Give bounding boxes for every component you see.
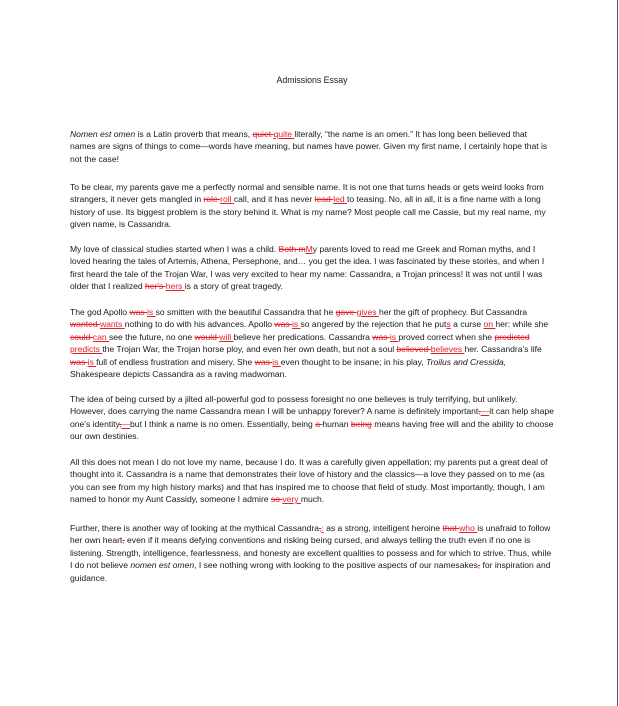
inserted-text: is [147,307,156,317]
text-run: To be clear, my parents gave me a perfectly normal and sensible name. It is not one that turns heads or gets weird looks from strangers, it never gets mangled in [70,182,544,205]
text-run: means having free will and the ability to choose our own destinies. [70,418,554,442]
inserted-text: believes [430,344,465,355]
inserted-text: is [389,331,399,342]
deleted-text: wanted [70,319,100,330]
inserted-text: very [282,494,301,505]
deleted-text: was [70,356,88,367]
text-run: literally, “the name is an omen.” It has long been believed that names are signs of things to come—words have meaning, but names have power. Given my first name, I certainly hope that is not the case! [70,129,548,164]
inserted-text: wants [99,319,125,330]
deleted-text: could [70,331,93,342]
text-run: All this does not mean I do not love my name, because I do. It was a carefully given appellation; my parents put a great deal of thought into it. Cassandra is a name that demonstrates their love of history and the classics—a love they passed on to me (as you can see from my high history marks) and that has inspired me to choose that field of study. Most importantly, though, I am named to honor my Aunt Cassidy, someone I admire [70,457,548,505]
text-run: The god Apollo [70,307,130,317]
deleted-text: , [478,406,481,417]
text-run: as a strong, intelligent heroine [323,523,443,533]
text-run: a curse [450,319,484,330]
inserted-text: : [321,523,324,533]
document-title: Admissions Essay [276,75,348,85]
deleted-text: a [315,418,323,429]
paragraph-3[interactable] [70,243,554,293]
inserted-text: will [219,331,234,342]
text-run: My love of classical studies started when I was a child. [70,244,279,254]
italic-run: Troilus and Cressida, [426,356,507,367]
paragraph-7[interactable] [70,522,554,584]
text-run: Shakespeare depicts Cassandra as a raving madwoman. [70,369,287,380]
inserted-text: — [121,418,131,429]
deleted-text: quiet [252,129,274,139]
deleted-text: would [194,331,220,342]
deleted-text: role [203,194,221,205]
deleted-text: predicted [494,331,530,342]
deleted-text: so [270,494,283,505]
deleted-text: was [129,307,148,317]
paragraph-6[interactable] [70,456,554,506]
text-run: believe her predications. Cassandra [233,331,373,342]
inserted-text: hers [165,281,185,292]
text-run: is unafraid to follow her own heart [70,523,551,546]
text-run: so smitten with the beautiful Cassandra that he [155,307,336,317]
text-run: full of endless frustration and misery. She [96,356,255,367]
text-run: call, and it has never [233,194,315,205]
deleted-text: that [442,523,460,533]
text-run: human [322,418,351,429]
inserted-text: M [305,244,313,254]
text-run: her. Cassandra’s life [464,344,542,355]
text-run: Further, there is another way of looking at the mythical Cassandra [70,523,319,533]
deleted-text: , [122,535,125,546]
deleted-text: Both m [278,244,306,254]
text-run: much. [300,494,325,505]
text-run: y parents loved to read me Greek and Roman myths, and I loved hearing the tales of Artemis, Athena, Persephone, and… you get the idea. I was fascinated by these stories, and when I first heard the tale of the Trojan War, I was very excited to hear my name: Cassandra, a Trojan princess! It was not until I was older that I realized [70,244,545,292]
inserted-text: can [92,331,109,342]
paragraph-2[interactable] [70,181,554,231]
deleted-text: was [254,356,273,367]
text-run: see the future, no one [108,331,195,342]
text-run: is a story of great tragedy. [184,281,283,292]
deleted-text: , [119,418,122,429]
text-run: her the gift of prophecy. But Cassandra [378,307,528,317]
deleted-text: lead [314,194,334,205]
deleted-text: gave [335,307,357,317]
text-run: , I see nothing wrong with looking to the positive aspects of our namesakes [194,560,478,571]
inserted-text: s [446,319,451,330]
paragraph-5[interactable] [70,393,554,443]
deleted-text: being [350,418,372,429]
text-run: to teasing. No, all in all, it is a fine name with a long history of use. Its biggest problem is the story behind it. What is my name? Most people call me Cassie, but my real name, my given name, is Cassandra. [70,194,546,230]
inserted-text: quite [273,129,295,139]
text-run: nothing to do with his advances. Apollo [124,319,275,330]
inserted-text: on [483,319,496,330]
text-run: proved correct when she [398,331,495,342]
inserted-text: — [480,406,490,417]
text-run: is a Latin proverb that means, [135,129,253,139]
text-run: even if it means defying conventions and risking being cursed, and always telling the truth even if no one is listening. Strength, intelligence, fearlessness, and honesty are excellent qualities to possess and for which to strive. Thus, while I do not believe [70,535,552,571]
deleted-text: was [274,319,292,330]
text-run: the Trojan War, the Trojan horse ploy, and even her own death, but not a soul [102,344,397,355]
inserted-text: is [291,319,301,330]
italic-run: Nomen est omen [70,129,136,139]
text-run: even thought to be insane; in his play, [280,356,427,367]
text-run: so angered by the rejection that he put [300,319,447,330]
page-edge-border [617,0,618,706]
deleted-text: believed [396,344,431,355]
inserted-text: gives [356,307,379,317]
deleted-text: her's [145,281,166,292]
inserted-text: predicts [70,344,103,355]
deleted-text: , [318,523,322,533]
inserted-text: led [333,194,347,205]
text-run: but I think a name is no omen. Essentially, being [130,418,316,429]
inserted-text: is [87,356,97,367]
text-run: her: while she [495,319,549,330]
text-run: it can help shape one’s identity [70,406,554,429]
paragraph-4[interactable] [70,306,554,380]
inserted-text: roll [220,194,234,205]
inserted-text: is [272,356,281,367]
italic-run: nomen est omen [130,560,195,571]
paragraph-1[interactable] [70,128,554,165]
deleted-text: was [372,331,390,342]
text-run: The idea of being cursed by a jilted all-powerful god to possess foresight no one believes is truly terrifying, but unlikely. However, does carrying the name Cassandra mean I will be unhappy forever? A name is definitely important [70,394,518,417]
text-run: for inspiration and guidance. [70,560,551,583]
inserted-text: who [459,523,478,533]
deleted-text: , [477,560,481,571]
